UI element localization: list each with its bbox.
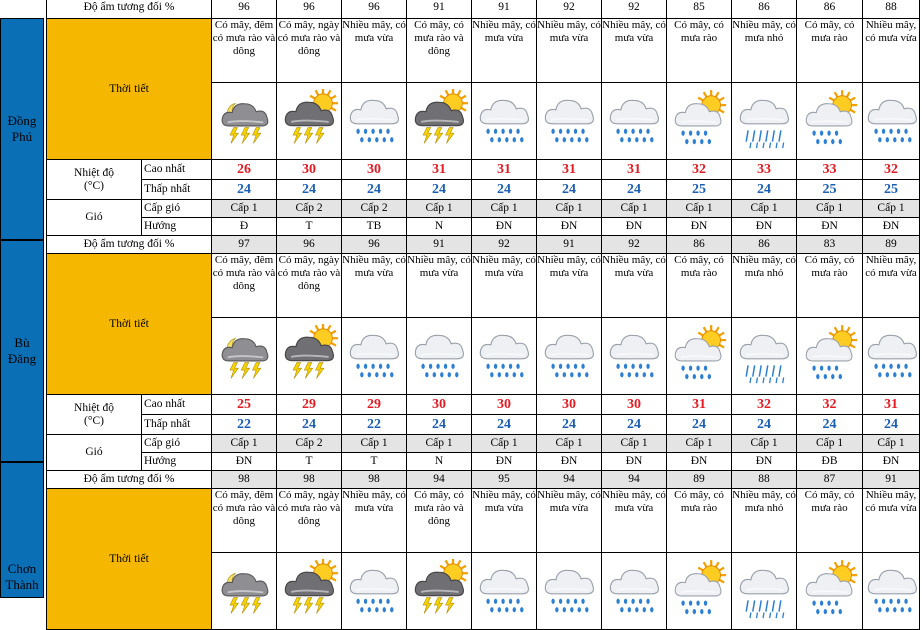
weather-description: Nhiều mây, có mưa nhỏ [732, 19, 797, 83]
wind-level-label: Cấp gió [142, 200, 212, 218]
wind-direction-value: ĐB [797, 453, 863, 471]
rain-cloud-icon [472, 553, 537, 630]
rain-cloud-icon [537, 83, 602, 160]
humidity-value: 96 [212, 0, 277, 19]
temp-max-row [47, 160, 920, 180]
weather-description: Nhiều mây, có mưa vừa [863, 254, 920, 318]
rain-cloud-icon [537, 318, 602, 395]
temp-min-value: 24 [732, 180, 797, 200]
wind-level-value: Cấp 1 [602, 435, 667, 453]
humidity-value: 86 [667, 236, 732, 254]
humidity-value: 98 [212, 471, 277, 489]
temp-max-value: 31 [602, 160, 667, 180]
wind-direction-value: T [277, 218, 342, 236]
weather-description: Nhiều mây, có mưa vừa [602, 489, 667, 553]
weather-description: Có mây, có mưa rào [797, 19, 863, 83]
weather-description: Nhiều mây, có mưa vừa [537, 254, 602, 318]
temp-label: Nhiệt độ [74, 401, 114, 414]
humidity-value: 91 [472, 0, 537, 19]
temp-min-value: 24 [667, 415, 732, 435]
temp-min-value: 24 [863, 415, 920, 435]
direction-label: Hướng [142, 218, 212, 236]
weather-description: Có mây, đêm có mưa rào và dông [212, 489, 277, 553]
wind-direction-value: ĐN [732, 218, 797, 236]
weather-description: Nhiều mây, có mưa vừa [472, 19, 537, 83]
wind-level-value: Cấp 1 [537, 435, 602, 453]
wind-level-value: Cấp 1 [537, 200, 602, 218]
weather-description: Có mây, có mưa rào [667, 19, 732, 83]
temp-unit: (°C) [84, 414, 104, 427]
temp-min-value: 22 [342, 415, 407, 435]
weather-description: Nhiều mây, có mưa nhỏ [732, 489, 797, 553]
wind-level-value: Cấp 1 [732, 435, 797, 453]
temp-max-value: 30 [407, 395, 472, 415]
humidity-value: 96 [277, 0, 342, 19]
region-label-bu-dang [0, 240, 44, 462]
wind-level-value: Cấp 2 [277, 435, 342, 453]
wind-level-value: Cấp 2 [277, 200, 342, 218]
wind-level-value: Cấp 1 [407, 200, 472, 218]
wind-direction-value: ĐN [472, 453, 537, 471]
temp-min-value: 24 [537, 415, 602, 435]
weather-description: Nhiều mây, có mưa nhỏ [732, 254, 797, 318]
wind-level-value: Cấp 1 [407, 435, 472, 453]
humidity-value: 94 [407, 471, 472, 489]
humidity-value: 88 [732, 471, 797, 489]
temp-max-value: 31 [407, 160, 472, 180]
temp-max-value: 29 [342, 395, 407, 415]
sun-storm-icon [407, 83, 472, 160]
region-name: Chơn Thành [5, 561, 39, 592]
sun-storm-icon [407, 553, 472, 630]
wind-direction-value: Đ [212, 218, 277, 236]
humidity-value: 97 [212, 236, 277, 254]
rain-cloud-icon [602, 318, 667, 395]
temp-unit: (°C) [84, 179, 104, 192]
weather-label: Thời tiết [47, 19, 212, 160]
temp-max-value: 29 [277, 395, 342, 415]
wind-direction-value: ĐN [537, 218, 602, 236]
humidity-value: 85 [667, 0, 732, 19]
wind-level-row [47, 200, 920, 218]
humidity-value: 94 [537, 471, 602, 489]
weather-desc-row [47, 489, 920, 553]
wind-direction-value: N [407, 453, 472, 471]
humidity-value: 88 [863, 0, 920, 19]
rain-cloud-icon [342, 83, 407, 160]
weather-label: Thời tiết [47, 489, 212, 630]
wind-level-row [47, 435, 920, 453]
light-rain-icon [732, 83, 797, 160]
wind-label: Gió [47, 435, 142, 471]
temp-min-value: 24 [277, 415, 342, 435]
direction-label: Hướng [142, 453, 212, 471]
humidity-value: 89 [667, 471, 732, 489]
humidity-value: 86 [797, 0, 863, 19]
wind-direction-value: ĐN [602, 218, 667, 236]
temp-max-value: 32 [667, 160, 732, 180]
temp-max-value: 26 [212, 160, 277, 180]
temp-max-value: 32 [797, 395, 863, 415]
weather-description: Nhiều mây, có mưa vừa [863, 489, 920, 553]
temp-max-value: 33 [732, 160, 797, 180]
rain-cloud-icon [602, 553, 667, 630]
max-label: Cao nhất [142, 395, 212, 415]
wind-level-value: Cấp 1 [472, 435, 537, 453]
wind-level-label: Cấp gió [142, 435, 212, 453]
wind-level-value: Cấp 1 [863, 435, 920, 453]
wind-level-value: Cấp 1 [212, 200, 277, 218]
weather-description: Nhiều mây, có mưa vừa [472, 489, 537, 553]
wind-direction-value: ĐN [537, 453, 602, 471]
night-storm-icon [212, 318, 277, 395]
sun-rain-icon [797, 318, 863, 395]
rain-cloud-icon [342, 553, 407, 630]
min-label: Thấp nhất [142, 415, 212, 435]
temp-min-value: 24 [472, 415, 537, 435]
wind-direction-value: ĐN [212, 453, 277, 471]
humidity-value: 83 [797, 236, 863, 254]
weather-description: Có mây, có mưa rào [797, 489, 863, 553]
wind-level-value: Cấp 1 [212, 435, 277, 453]
temp-min-value: 24 [212, 180, 277, 200]
temp-min-value: 24 [472, 180, 537, 200]
temp-min-value: 24 [277, 180, 342, 200]
wind-direction-row [47, 453, 920, 471]
weather-description: Có mây, có mưa rào và dông [407, 19, 472, 83]
min-label: Thấp nhất [142, 180, 212, 200]
region-label-dong-phu [0, 18, 44, 240]
sun-rain-icon [667, 318, 732, 395]
temp-label-cell [47, 160, 142, 200]
weather-description: Có mây, có mưa rào [797, 254, 863, 318]
temp-max-row [47, 395, 920, 415]
weather-description: Nhiều mây, có mưa vừa [342, 254, 407, 318]
rain-cloud-icon [342, 318, 407, 395]
sun-rain-icon [797, 553, 863, 630]
temp-min-value: 24 [342, 180, 407, 200]
weather-desc-row [47, 19, 920, 83]
weather-description: Nhiều mây, có mưa vừa [472, 254, 537, 318]
temp-max-value: 32 [732, 395, 797, 415]
humidity-label: Độ ẩm tương đối % [47, 471, 212, 489]
temp-min-value: 25 [667, 180, 732, 200]
wind-direction-value: ĐN [472, 218, 537, 236]
sun-rain-icon [667, 83, 732, 160]
weather-description: Nhiều mây, có mưa vừa [602, 19, 667, 83]
temp-min-value: 25 [863, 180, 920, 200]
forecast-table [46, 0, 920, 630]
temp-max-value: 30 [277, 160, 342, 180]
sun-storm-icon [277, 553, 342, 630]
rain-cloud-icon [602, 83, 667, 160]
temp-max-value: 31 [667, 395, 732, 415]
wind-direction-value: N [407, 218, 472, 236]
rain-cloud-icon [537, 553, 602, 630]
light-rain-icon [732, 318, 797, 395]
temp-max-value: 31 [537, 160, 602, 180]
wind-level-value: Cấp 1 [472, 200, 537, 218]
humidity-value: 94 [602, 471, 667, 489]
wind-direction-value: T [277, 453, 342, 471]
wind-label: Gió [47, 200, 142, 236]
humidity-value: 98 [277, 471, 342, 489]
humidity-value: 92 [602, 0, 667, 19]
sun-rain-icon [667, 553, 732, 630]
humidity-value: 91 [407, 0, 472, 19]
wind-level-value: Cấp 1 [797, 435, 863, 453]
max-label: Cao nhất [142, 160, 212, 180]
wind-direction-value: T [342, 453, 407, 471]
wind-direction-value: ĐN [732, 453, 797, 471]
wind-level-value: Cấp 1 [797, 200, 863, 218]
wind-direction-value: ĐN [863, 453, 920, 471]
temp-label: Nhiệt độ [74, 166, 114, 179]
weather-description: Có mây, có mưa rào [667, 254, 732, 318]
sun-storm-icon [277, 83, 342, 160]
humidity-value: 98 [342, 471, 407, 489]
temp-min-value: 24 [407, 180, 472, 200]
temp-label-cell [47, 395, 142, 435]
rain-cloud-icon [863, 318, 920, 395]
wind-level-value: Cấp 1 [732, 200, 797, 218]
humidity-row [47, 0, 920, 19]
weather-description: Có mây, đêm có mưa rào và dông [212, 19, 277, 83]
humidity-value: 92 [602, 236, 667, 254]
temp-min-value: 24 [602, 415, 667, 435]
humidity-value: 96 [342, 236, 407, 254]
humidity-value: 96 [342, 0, 407, 19]
temp-min-value: 24 [602, 180, 667, 200]
humidity-value: 92 [537, 0, 602, 19]
weather-description: Có mây, có mưa rào [667, 489, 732, 553]
region-name: Bù Đăng [7, 335, 37, 366]
wind-direction-value: ĐN [863, 218, 920, 236]
temp-min-value: 24 [797, 415, 863, 435]
wind-level-value: Cấp 1 [342, 435, 407, 453]
temp-max-value: 33 [797, 160, 863, 180]
sun-rain-icon [797, 83, 863, 160]
temp-max-value: 31 [863, 395, 920, 415]
light-rain-icon [732, 553, 797, 630]
weather-description: Có mây, ngày có mưa rào và dông [277, 19, 342, 83]
weather-description: Có mây, ngày có mưa rào và dông [277, 489, 342, 553]
temp-max-value: 25 [212, 395, 277, 415]
wind-direction-row [47, 218, 920, 236]
wind-direction-value: ĐN [667, 218, 732, 236]
wind-level-value: Cấp 1 [602, 200, 667, 218]
temp-min-value: 24 [732, 415, 797, 435]
weather-description: Có mây, có mưa rào và dông [407, 489, 472, 553]
wind-direction-value: ĐN [667, 453, 732, 471]
region-label-chon-thanh [0, 462, 44, 598]
weather-description: Có mây, đêm có mưa rào và dông [212, 254, 277, 318]
weather-description: Nhiều mây, có mưa vừa [537, 489, 602, 553]
wind-level-value: Cấp 1 [667, 200, 732, 218]
wind-direction-value: TB [342, 218, 407, 236]
humidity-value: 89 [863, 236, 920, 254]
rain-cloud-icon [863, 553, 920, 630]
wind-level-value: Cấp 1 [863, 200, 920, 218]
temp-min-value: 25 [797, 180, 863, 200]
rain-cloud-icon [472, 318, 537, 395]
weather-desc-row [47, 254, 920, 318]
region-name: Đồng Phú [7, 113, 37, 144]
temp-min-value: 22 [212, 415, 277, 435]
wind-level-value: Cấp 2 [342, 200, 407, 218]
temp-min-row [47, 180, 920, 200]
temp-max-value: 31 [472, 160, 537, 180]
weather-description: Nhiều mây, có mưa vừa [407, 254, 472, 318]
humidity-value: 92 [472, 236, 537, 254]
weather-label: Thời tiết [47, 254, 212, 395]
wind-direction-value: ĐN [797, 218, 863, 236]
rain-cloud-icon [472, 83, 537, 160]
humidity-value: 91 [863, 471, 920, 489]
temp-min-value: 24 [537, 180, 602, 200]
night-storm-icon [212, 83, 277, 160]
weather-description: Nhiều mây, có mưa vừa [342, 19, 407, 83]
humidity-value: 96 [277, 236, 342, 254]
humidity-value: 86 [732, 0, 797, 19]
temp-min-value: 24 [407, 415, 472, 435]
humidity-label: Độ ẩm tương đối % [47, 236, 212, 254]
weather-description: Có mây, ngày có mưa rào và dông [277, 254, 342, 318]
humidity-value: 86 [732, 236, 797, 254]
humidity-value: 91 [537, 236, 602, 254]
rain-cloud-icon [863, 83, 920, 160]
night-storm-icon [212, 553, 277, 630]
temp-max-value: 32 [863, 160, 920, 180]
temp-max-value: 30 [342, 160, 407, 180]
weather-description: Nhiều mây, có mưa vừa [342, 489, 407, 553]
temp-max-value: 30 [602, 395, 667, 415]
humidity-row [47, 471, 920, 489]
temp-min-row [47, 415, 920, 435]
humidity-value: 87 [797, 471, 863, 489]
temp-max-value: 30 [537, 395, 602, 415]
weather-description: Nhiều mây, có mưa vừa [537, 19, 602, 83]
rain-cloud-icon [407, 318, 472, 395]
humidity-value: 91 [407, 236, 472, 254]
humidity-value: 95 [472, 471, 537, 489]
humidity-label: Độ ẩm tương đối % [47, 0, 212, 19]
temp-max-value: 30 [472, 395, 537, 415]
weather-description: Nhiều mây, có mưa vừa [863, 19, 920, 83]
humidity-row [47, 236, 920, 254]
sun-storm-icon [277, 318, 342, 395]
weather-description: Nhiều mây, có mưa vừa [602, 254, 667, 318]
wind-direction-value: ĐN [602, 453, 667, 471]
wind-level-value: Cấp 1 [667, 435, 732, 453]
